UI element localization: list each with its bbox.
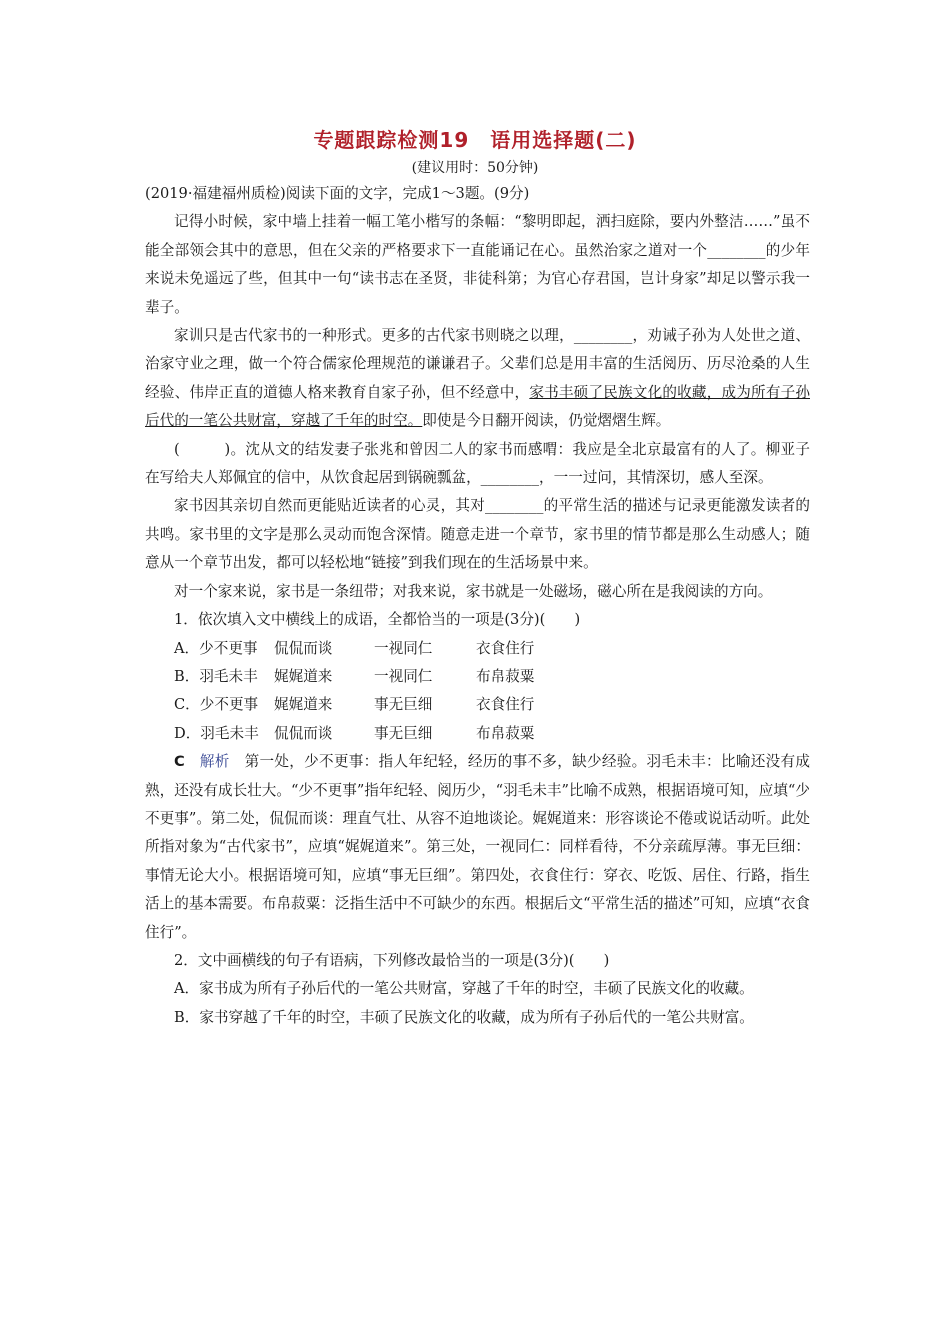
question-1-analysis bbox=[145, 748, 810, 947]
option-row bbox=[145, 720, 810, 748]
passage-paragraph-2-start: 家训只是古代家书的一种形式。更多的古代家书则晓之以理，________，劝诫子孙为人处世之道、治家守业之理，做一个符合儒家伦理规范的谦谦君子。父辈们总是用丰富的生活阅历、历尽沧桑的人生经验、伟岸正直的道德人格来教育自家子孙，但不经意中， bbox=[145, 327, 810, 401]
option-cell: 一视同仁 bbox=[374, 667, 433, 685]
option-cell: C．少不更事 bbox=[174, 696, 259, 714]
option-cell: 事无巨细 bbox=[374, 696, 433, 714]
answer-letter: C bbox=[174, 753, 185, 771]
intro-line: (2019·福建福州质检)阅读下面的文字，完成1～3题。(9分) bbox=[145, 185, 530, 202]
option-cell: A．少不更事 bbox=[174, 639, 258, 657]
question-2-option-a: A．家书成为所有子孙后代的一笔公共财富，穿越了千年的时空，丰硕了民族文化的收藏。 bbox=[174, 980, 754, 998]
option-cell: 布帛菽粟 bbox=[476, 724, 535, 742]
page-subtitle: (建议用时：50分钟) bbox=[411, 160, 539, 176]
option-cell: 娓娓道来 bbox=[274, 696, 333, 714]
option-cell: 一视同仁 bbox=[374, 639, 433, 657]
question-2-option-b: B．家书穿越了千年的时空，丰硕了民族文化的收藏，成为所有子孙后代的一笔公共财富。 bbox=[174, 1008, 754, 1026]
question-1-options bbox=[145, 635, 810, 749]
option-cell: 衣食住行 bbox=[476, 639, 535, 657]
document-body bbox=[145, 180, 810, 1032]
passage-paragraph-3: ( )。沈从文的结发妻子张兆和曾因二人的家书而感喟：我应是全北京最富有的人了。柳亚子在写给夫人郑佩宜的信中，从饮食起居到锅碗瓢盆，________，一一过问，其情深切，感人至深。 bbox=[145, 440, 810, 487]
passage-paragraph-4: 家书因其亲切自然而更能贴近读者的心灵，其对________的平常生活的描述与记录更能激发读者的共鸣。家书里的文字是那么灵动而饱含深情。随意走进一个章节，家书里的情节都是那么生动感人；随意从一个章节出发，都可以轻松地“链接”到我们现在的生活场景中来。 bbox=[145, 497, 810, 572]
option-cell: 布帛菽粟 bbox=[476, 667, 535, 685]
option-cell: 事无巨细 bbox=[374, 724, 433, 742]
option-row bbox=[145, 691, 810, 719]
option-cell: D．羽毛未丰 bbox=[174, 724, 259, 742]
page-title: 专题跟踪检测19 语用选择题(二) bbox=[313, 128, 637, 152]
option-cell: B．羽毛未丰 bbox=[174, 667, 258, 685]
passage-paragraph-2 bbox=[145, 322, 810, 436]
passage-paragraph-5: 对一个家来说，家书是一条纽带；对我来说，家书就是一处磁场，磁心所在是我阅读的方向。 bbox=[174, 582, 773, 600]
option-cell: 侃侃而谈 bbox=[274, 639, 333, 657]
option-cell: 娓娓道来 bbox=[274, 667, 333, 685]
passage-paragraph-2-end: 即使是今日翻开阅读，仍觉熠熠生辉。 bbox=[422, 412, 671, 430]
question-2-stem: 2．文中画横线的句子有语病，下列修改最恰当的一项是(3分)( ) bbox=[174, 951, 610, 969]
option-cell: 衣食住行 bbox=[476, 696, 535, 714]
option-row bbox=[145, 663, 810, 691]
option-row bbox=[145, 635, 810, 663]
analysis-text: 第一处，少不更事：指人年纪轻，经历的事不多，缺少经验。羽毛未丰：比喻还没有成熟，还没有成长壮大。“少不更事”指年纪轻、阅历少，“羽毛未丰”比喻不成熟，根据语境可知，应填“少不更事”。第二处，侃侃而谈：理直气壮、从容不迫地谈论。娓娓道来：形容谈论不倦或说话动听。此处所指对象为“古代家书”，应填“娓娓道来”。第三处，一视同仁：同样看待，不分亲疏厚薄。事无巨细：事情无论大小。根据语境可知，应填“事无巨细”。第四处，衣食住行：穿衣、吃饭、居住、行路，指生活上的基本需要。布帛菽粟：泛指生活中不可缺少的东西。根据后文“平常生活的描述”可知，应填“衣食住行”。 bbox=[145, 753, 810, 941]
underlined-sentence: 家书丰硕了民族文化的收藏，成为所有子孙后代的一笔公共财富，穿越了千年的时空。 bbox=[145, 383, 810, 430]
option-cell: 侃侃而谈 bbox=[274, 724, 333, 742]
analysis-label: 解析 bbox=[199, 753, 230, 771]
question-1-stem: 1．依次填入文中横线上的成语，全都恰当的一项是(3分)( ) bbox=[174, 611, 581, 629]
passage-paragraph-1: 记得小时候，家中墙上挂着一幅工笔小楷写的条幅：“黎明即起，洒扫庭除，要内外整洁……”虽不能全部领会其中的意思，但在父亲的严格要求下一直能诵记在心。虽然治家之道对一个________的少年来说未免遥远了些，但其中一句“读书志在圣贤，非徒科第；为官心存君国，岂计身家”却足以警示我一辈子。 bbox=[145, 213, 810, 316]
